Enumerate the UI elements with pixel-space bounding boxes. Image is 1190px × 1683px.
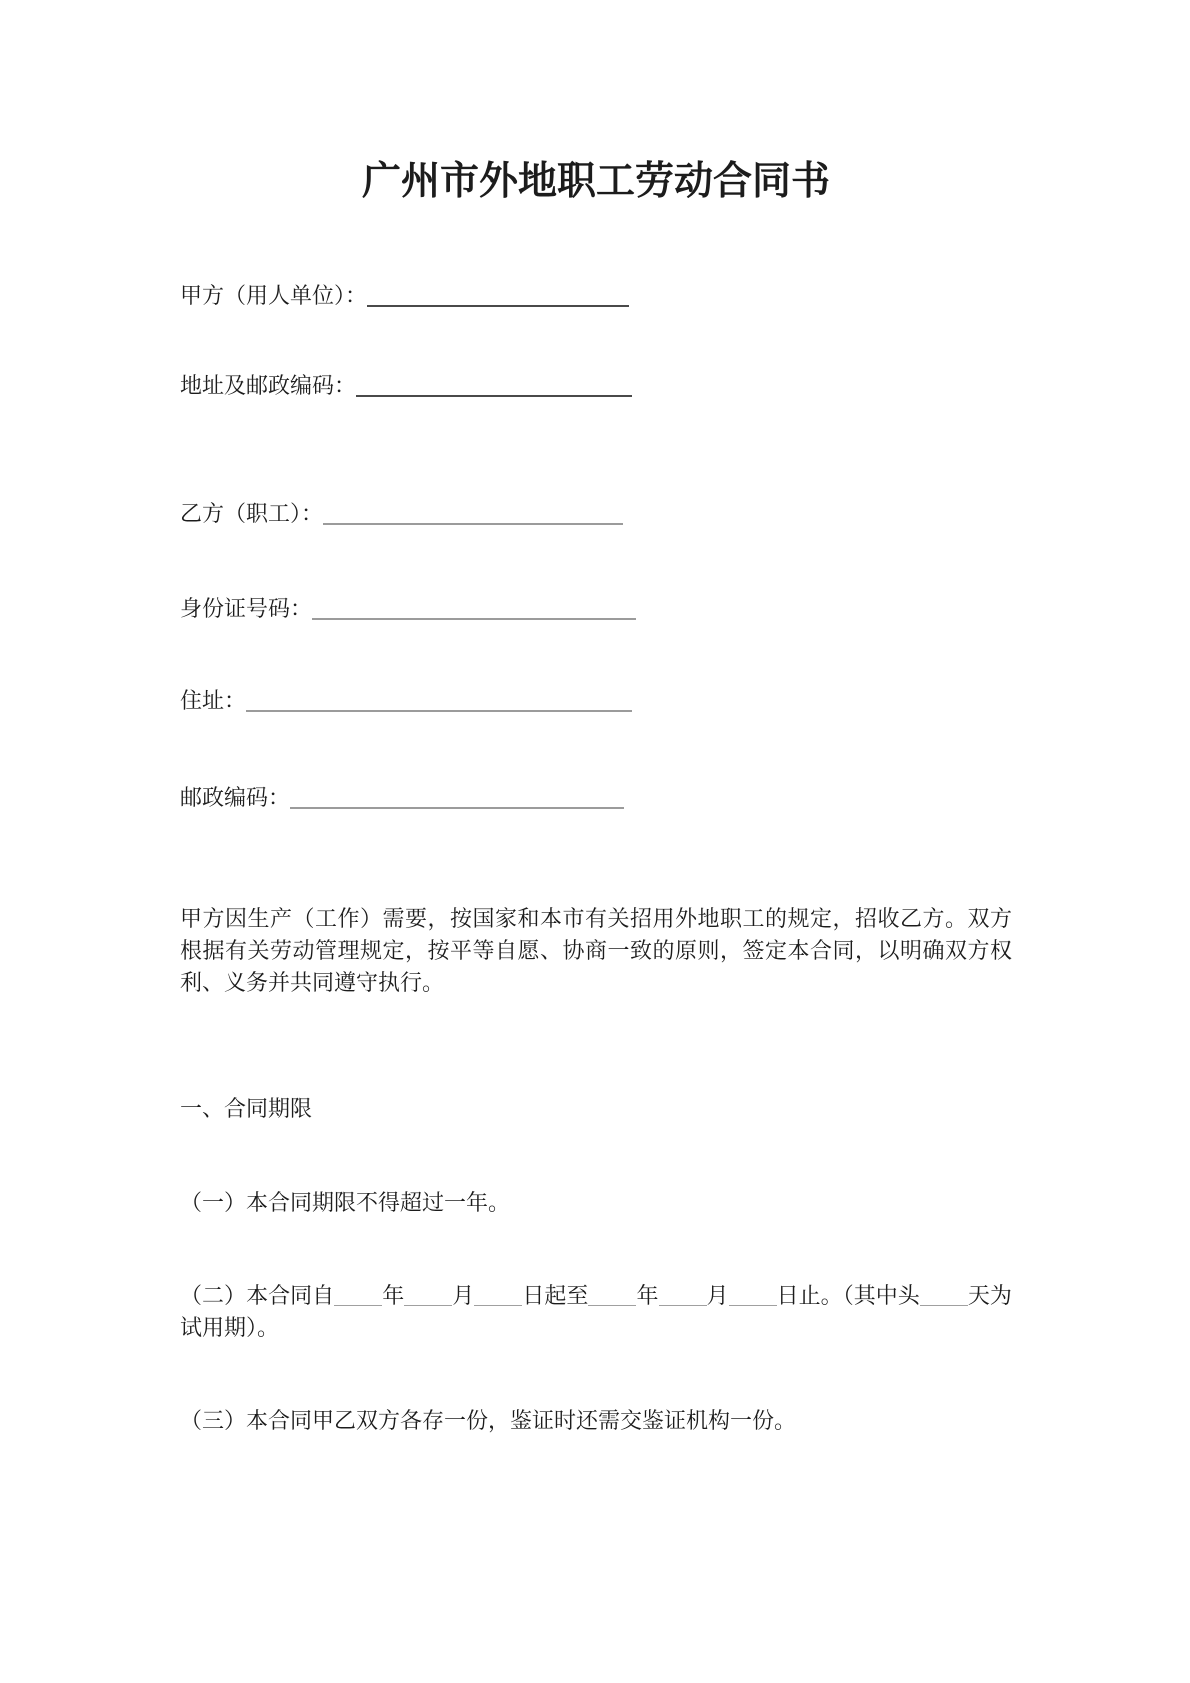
field-row-address-zip (180, 370, 1040, 402)
start-year-blank-line (334, 1287, 382, 1306)
home-address-blank-line (246, 688, 632, 712)
section-heading-contract-term: 一、合同期限 (180, 1096, 313, 1121)
clause-dates-text-6: 月 (706, 1283, 729, 1308)
clause-dates-text-3: 月 (452, 1283, 475, 1308)
postal-code-blank-line (290, 785, 624, 809)
clause-contract-dates (180, 1280, 1012, 1344)
field-row-party-a (180, 280, 1040, 312)
end-day-blank-line (729, 1287, 777, 1306)
clause-dates-text-5: 年 (636, 1283, 659, 1308)
clause-term-limit: （一）本合同期限不得超过一年。 (180, 1190, 511, 1215)
party-b-blank-line (323, 501, 623, 525)
party-a-label: 甲方（用人单位）： (180, 283, 368, 308)
clause-dates-text-8: 天为试用期）。 (180, 1283, 1012, 1340)
clause-dates-text-7: 日止。（其中头 (776, 1283, 920, 1308)
probation-days-blank-line (920, 1287, 968, 1306)
postal-code-label: 邮政编码： (180, 785, 291, 810)
end-month-blank-line (659, 1287, 707, 1306)
party-b-label: 乙方（职工）： (180, 501, 324, 526)
field-row-home-address (180, 685, 1040, 717)
id-number-blank-line (312, 596, 636, 620)
intro-paragraph: 甲方因生产（工作）需要，按国家和本市有关招用外地职工的规定，招收乙方。双方根据有关劳动管理规定，按平等自愿、协商一致的原则，签定本合同，以明确双方权利、义务并共同遵守执行。 (180, 906, 1012, 995)
field-row-id-number (180, 593, 1040, 625)
end-year-blank-line (588, 1287, 636, 1306)
party-a-blank-line (367, 283, 629, 307)
field-row-postal-code (180, 782, 1040, 814)
home-address-label: 住址： (180, 688, 247, 713)
clause-copies: （三）本合同甲乙双方各存一份，鉴证时还需交鉴证机构一份。 (180, 1408, 797, 1433)
address-zip-blank-line (356, 373, 632, 397)
clause-dates-text-4: 日起至 (522, 1283, 589, 1308)
field-row-party-b (180, 498, 1040, 530)
start-day-blank-line (474, 1287, 522, 1306)
clause-dates-text-1: （二）本合同自 (180, 1283, 335, 1308)
start-month-blank-line (404, 1287, 452, 1306)
address-zip-label: 地址及邮政编码： (180, 373, 357, 398)
clause-dates-text-2: 年 (382, 1283, 405, 1308)
id-number-label: 身份证号码： (180, 596, 313, 621)
document-title: 广州市外地职工劳动合同书 (361, 160, 830, 203)
